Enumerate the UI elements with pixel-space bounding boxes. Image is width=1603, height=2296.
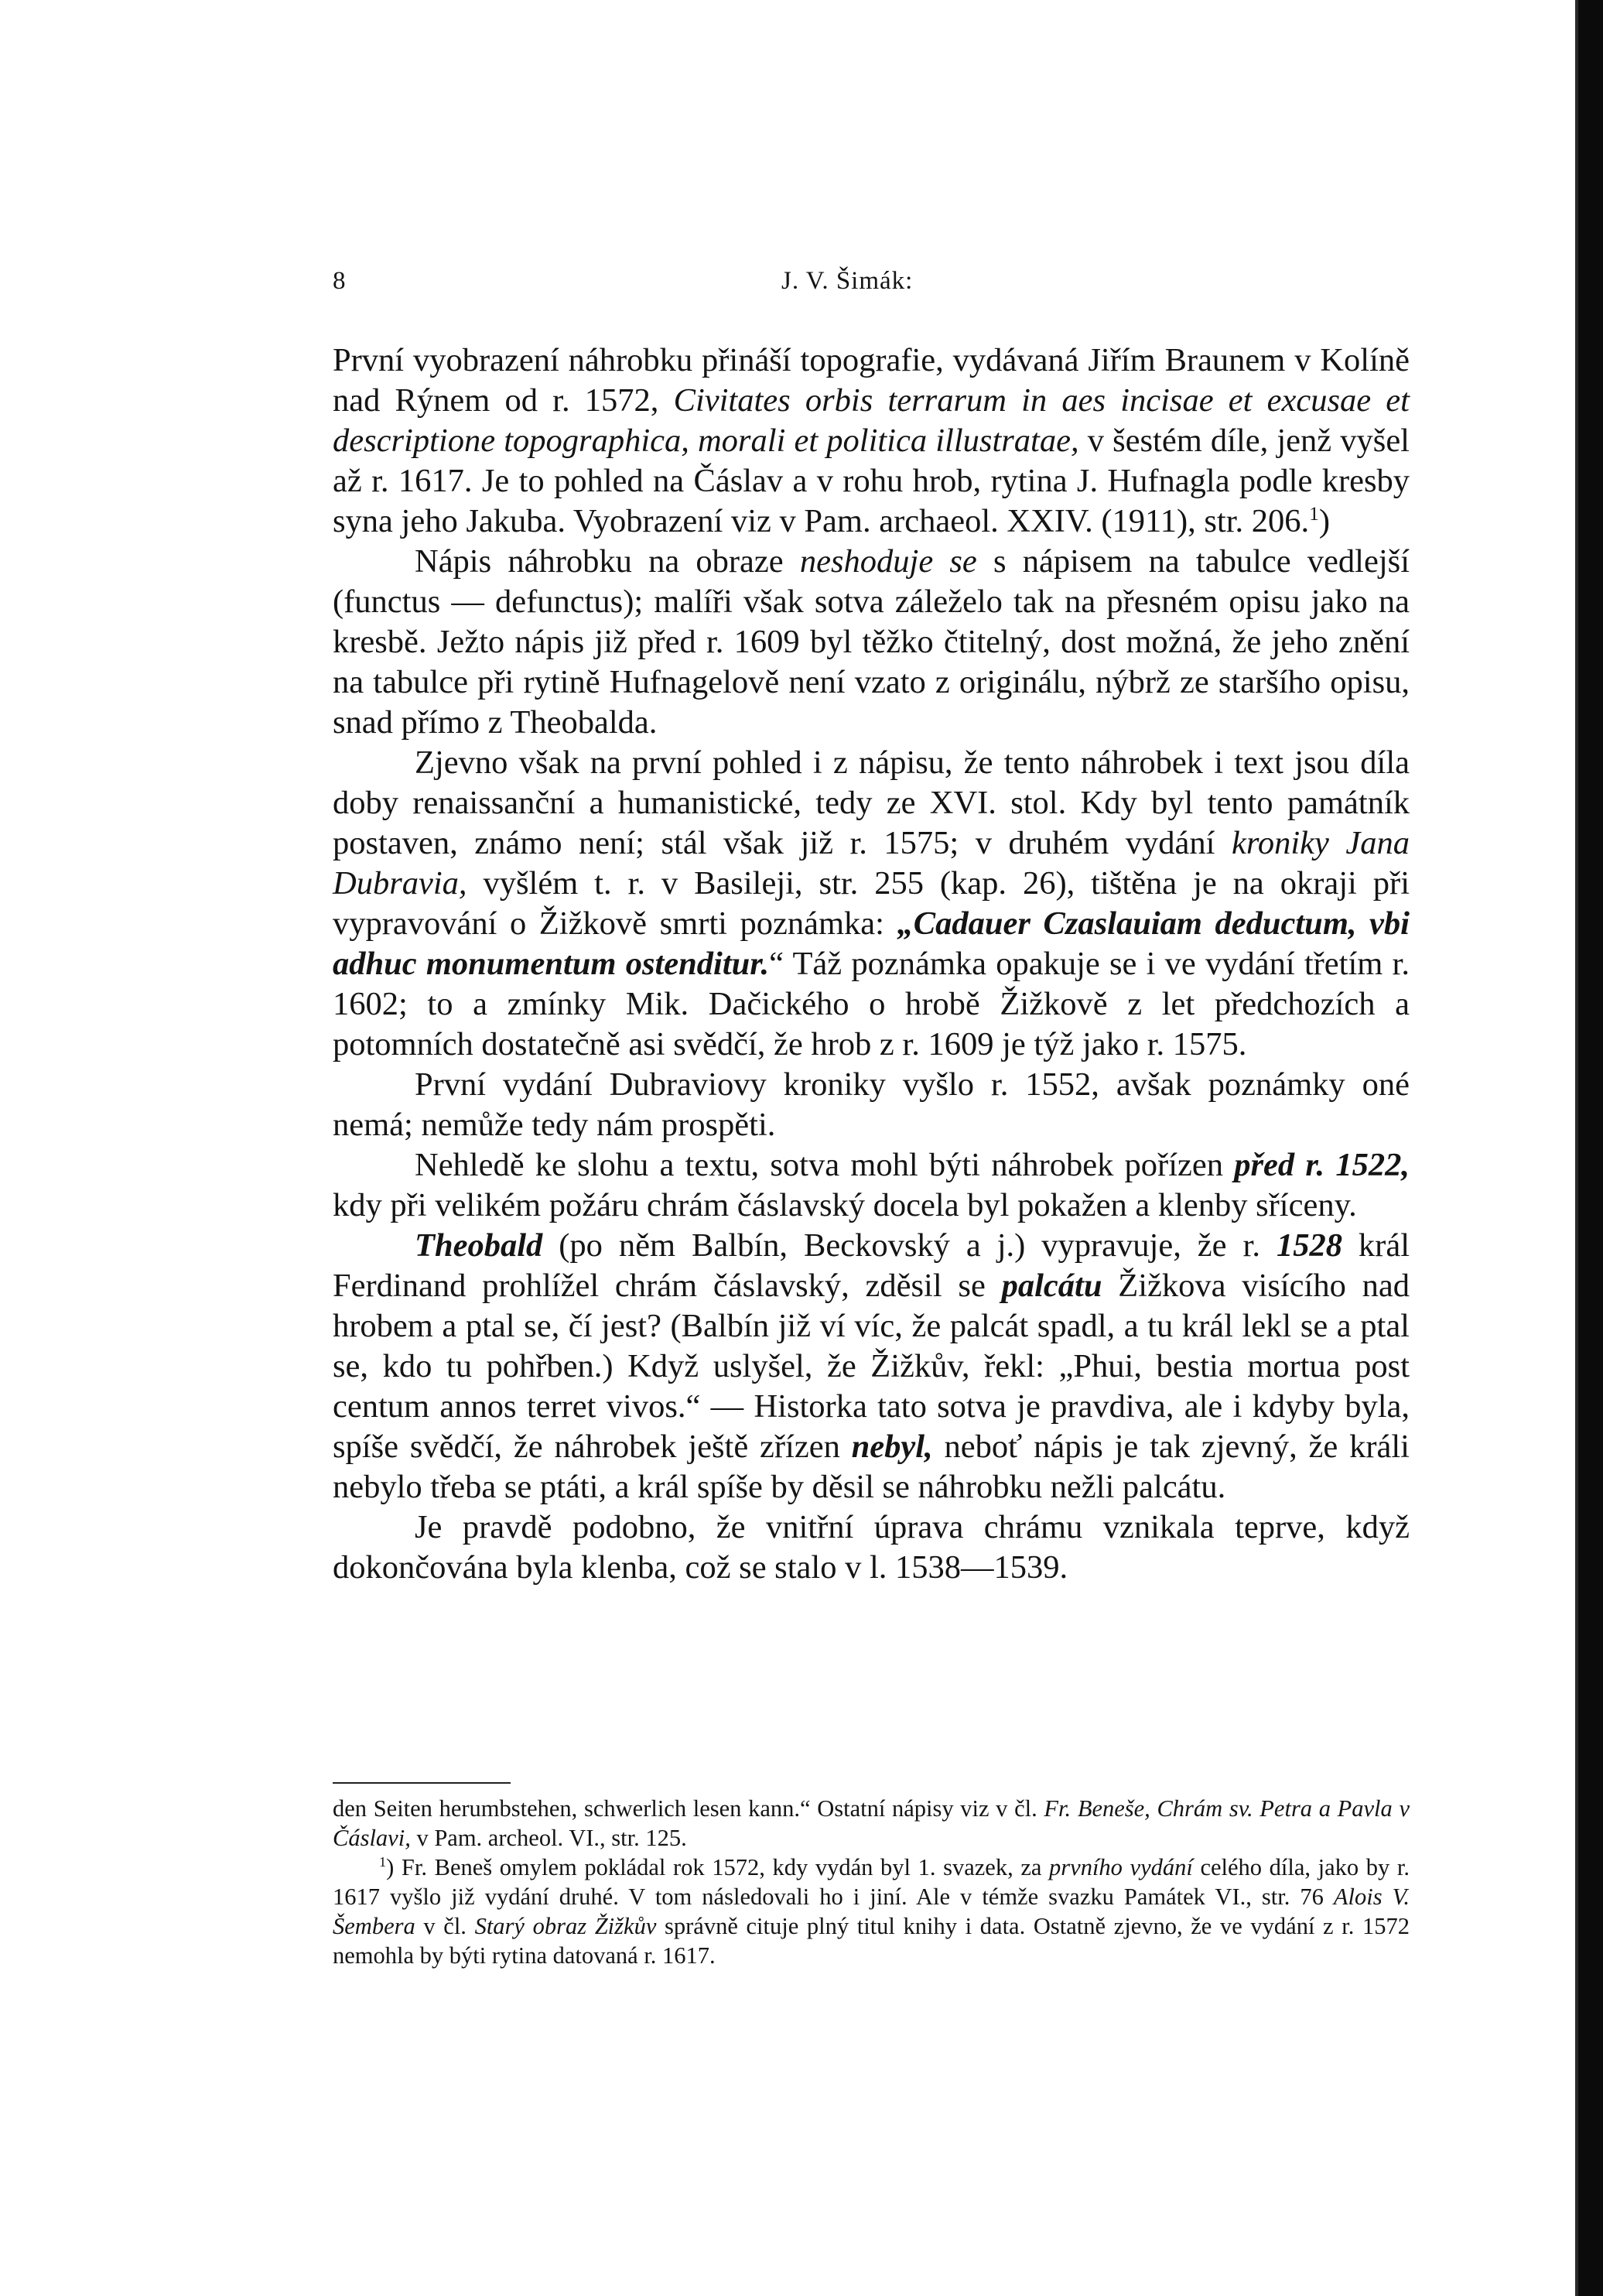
text-run: celého díla, jako by r. 1617 vyšlo již vydání druhé. V tom následovali ho i jiní. Ale v témže svazku Památek VI., str. 76 [333,1854,1410,1910]
page-number: 8 [333,267,346,295]
citation: Fr. Beneše, Chrám sv. Petra a Pavla v Čáslavi, [333,1795,1410,1851]
body-text [333,340,1410,1588]
emphasis: kroniky Jana Dubravia, [333,825,1410,902]
emphasis: nebyl, [851,1429,933,1465]
paragraph-6 [333,1226,1410,1507]
paragraph-4: První vydání Dubraviovy kroniky vyšlo r. 1552, avšak poznámky oné nemá; nemůže tedy nám prospěti. [333,1066,1410,1143]
text-run: neboť nápis je tak zjevný, že králi nebylo třeba se ptáti, a král spíše by děsil se náhrobku nežli palcátu. [333,1429,1410,1505]
text-run: král Ferdinand prohlížel chrám čáslavský, zděsil se [333,1227,1410,1304]
emphasis: neshoduje se [799,543,977,580]
paragraph-1 [333,340,1410,542]
author-name: Alois V. Šembera [333,1884,1410,1939]
footnote-divider [333,1782,511,1784]
latin-quote: „Cadauer Czaslauiam deductum, vbi [897,905,1410,942]
page-header [333,267,1416,306]
paragraph-2 [333,542,1410,743]
text-run: v šestém díle, jenž vyšel až r. 1617. Je to pohled na Čáslav a v rohu hrob, rytina J. Hufnagla podle kresby syna jeho Jakuba. Vyobrazení viz v Pam. archaeol. XXIV. (1911), str. 206. [333,423,1410,539]
citation: Starý obraz Žižkův [474,1913,657,1939]
text-run: Žižkova visícího nad hrobem a ptal se, čí jest? (Balbín již ví víc, že palcát spadl, a tu král lekl se a ptal se, kdo tu pohřben.) Když uslyšel, že Žižkův, řekl: „Phui, bestia mortua post centum annos terret vivos.“ — Historka tato sotva je pravdiva, ale i kdyby byla, spíše svědčí, že náhrobek ještě zřízen [333,1268,1410,1465]
paragraph-7: Je pravdě podobno, že vnitřní úprava chrámu vznikala teprve, když dokončována byla klenba, což se stalo v l. 1538—1539. [333,1509,1410,1586]
latin-quote-bold: adhuc monumentum ostenditur. [333,946,770,982]
footnote-continued [333,1794,1410,1853]
paragraph-3 [333,743,1410,1065]
text-run: ) Fr. Beneš omylem pokládal rok 1572, kdy vydán byl 1. svazek, za [386,1854,1050,1880]
emphasis: před r. 1522, [1234,1147,1410,1183]
text-run: Nápis náhrobku na obraze [415,543,800,580]
paragraph-5 [333,1145,1410,1226]
emphasis: prvního vydání [1049,1854,1193,1880]
text-run: kdy při velikém požáru chrám čáslavský docela byl pokažen a klenby sříceny. [333,1187,1357,1223]
text-run: “ Táž poznámka opakuje se i ve vydání třetím r. 1602; to a zmínky Mik. Dačického o hrobě Žižkově z let předchozích a potomních dostatečně asi svědčí, že hrob z r. 1609 je týž jako r. 1575. [333,946,1410,1062]
text-run: v Pam. archeol. VI., str. 125. [410,1825,687,1851]
emphasis: Theobald [415,1227,543,1264]
text-run: vyšlém t. r. v Basileji, str. 255 (kap. 26), tištěna je na okraji při vypravování o Žižkově smrti poznámka: [333,865,1410,942]
footnotes [333,1794,1410,1970]
running-head: J. V. Šimák: [781,267,914,295]
book-title: Civitates orbis terrarum in aes incisae et excusae et descriptione topographica, morali et politica illustratae, [333,382,1410,459]
text-run: v čl. [415,1913,475,1939]
emphasis: 1528 [1276,1227,1342,1264]
footnote-mark: 1 [379,1853,387,1870]
text-run: den Seiten herumbstehen, schwerlich lesen kann.“ Ostatní nápisy viz v čl. [333,1795,1044,1822]
text-run: s nápisem na tabulce vedlejší (functus — defunctus); malíři však sotva záleželo tak na přesném opisu jako na kresbě. Ježto nápis již před r. 1609 byl těžko čtitelný, dost možná, že jeho znění na tabulce při rytině Hufnagelově není vzato z originálu, nýbrž ze staršího opisu, snad přímo z Theobalda. [333,543,1410,741]
text-run: ) [1318,503,1331,539]
footnote-ref: 1 [1309,501,1319,525]
text-run: (po něm Balbín, Beckovský a j.) vypravuje, že r. [542,1227,1277,1264]
emphasis: palcátu [1001,1268,1102,1304]
footnote-1 [333,1853,1410,1970]
text-run: První vyobrazení náhrobku přináší topografie, vydávaná Jiřím Braunem v Kolíně nad Rýnem od r. 1572, [333,342,1410,419]
text-run: Nehledě ke slohu a textu, sotva mohl býti náhrobek pořízen [415,1147,1235,1183]
text-run: správně cituje plný titul knihy i data. Ostatně zjevno, že ve vydání z r. 1572 nemohla by býti rytina datovaná r. 1617. [333,1913,1410,1969]
text-run: Zjevno však na první pohled i z nápisu, že tento náhrobek i text jsou díla doby renaissanční a humanistické, tedy ze XVI. stol. Kdy byl tento památník postaven, známo není; stál však již r. 1575; v druhém vydání [333,744,1410,861]
scan-border [1578,0,1603,2296]
